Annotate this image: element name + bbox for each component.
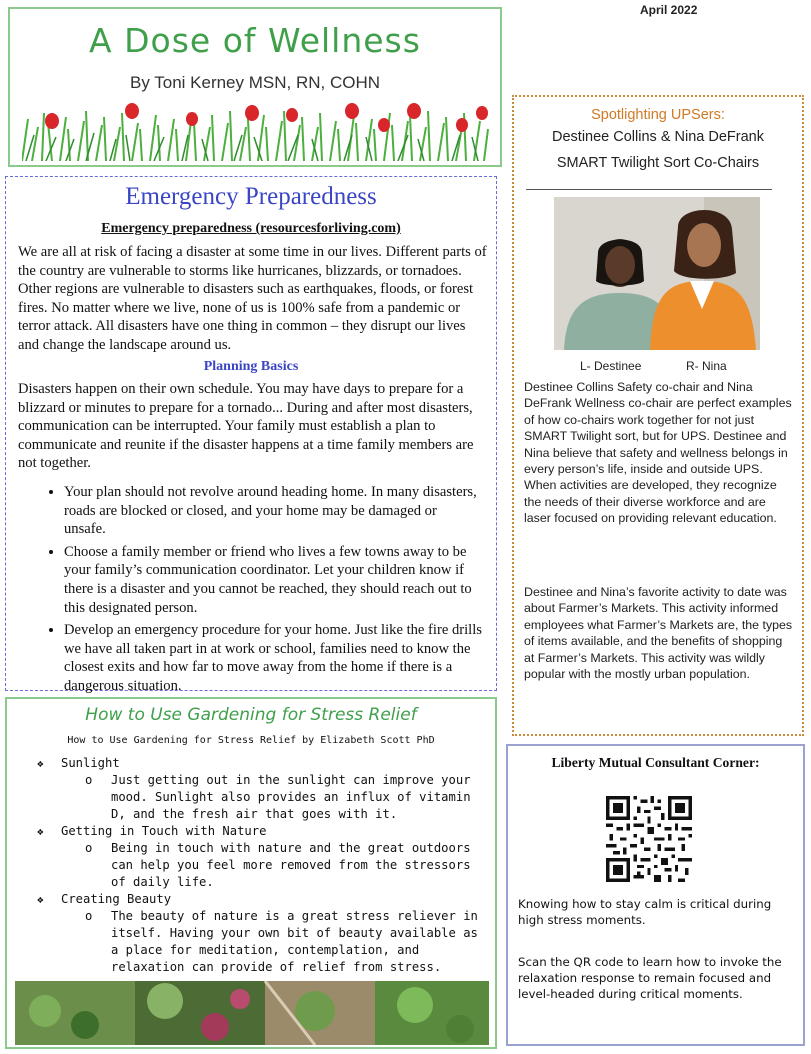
list-item xyxy=(37,823,492,840)
list-item: • Choose a family member or friend who lives a few towns away to be your family’s communication coordinator. Let your children know if there is a disaster and you cannot be reached, they should reach out to this designated person. xyxy=(64,543,482,617)
section-title: Emergency Preparedness xyxy=(125,183,377,210)
masthead-title: A Dose of Wellness xyxy=(89,21,421,60)
section-title: How to Use Gardening for Stress Relief xyxy=(85,705,417,725)
newsletter-header xyxy=(8,7,502,167)
grass-tulips-illustration xyxy=(22,99,490,161)
diamond-flower-icon: ❖ xyxy=(37,825,44,838)
divider xyxy=(526,189,772,190)
subheading: Planning Basics xyxy=(203,359,299,374)
gardening-stress-relief-section xyxy=(5,697,497,1049)
caption-right: R- Nina xyxy=(686,359,727,373)
item-label: Creating Beauty xyxy=(61,892,172,906)
liberty-paragraph-2: Scan the QR code to learn how to invoke the relaxation response to remain focused and level-headed during critical moments. xyxy=(518,955,782,1001)
circle-icon: o xyxy=(85,841,93,855)
spotlight-upsers-section xyxy=(512,95,804,736)
section-kicker: Spotlighting UPSers: xyxy=(591,107,725,123)
list-item: • Develop an emergency procedure for your home. Just like the fire drills we have all taken part in at work or school, families need to know the closest exits and how far to move away from the home if there is a dangerous situation. xyxy=(64,621,482,695)
diamond-flower-icon: ❖ xyxy=(37,757,44,770)
spotlight-paragraph-1: Destinee Collins Safety co-chair and Nina DeFrank Wellness co-chair are perfect examples of how co-chairs work together for not just SMART Twilight sort, but for UPS. Destinee and Nina believe that safety and wellness belongs in every person’s life, inside and outside UPS. When activities are developed, they recognize the needs of their diverse workforce and are laser focused on providing relevant education. xyxy=(524,380,792,526)
byline: By Toni Kerney MSN, RN, COHN xyxy=(129,73,381,92)
diamond-flower-icon: ❖ xyxy=(37,893,44,906)
list-item: • Your plan should not revolve around heading home. In many disasters, roads are blocked or closed, and your home may be damaged or unsafe. xyxy=(64,483,482,539)
qr-code[interactable] xyxy=(606,796,692,882)
liberty-paragraph-1: Knowing how to stay calm is critical during high stress moments. xyxy=(518,897,772,927)
intro-paragraph: We are all at risk of facing a disaster at some time in our lives. Different parts of the country are vulnerable to storms like hurricanes, blizzards, or tornadoes. Other regions are vulnerable to disasters such as earthquakes, floods, or forest fires. No matter where we live, none of us is 100% safe from a pandemic or terror attack. All disasters have one thing in common – they disrupt our lives and change the landscape around us. xyxy=(18,244,487,353)
honoree-names: Destinee Collins & Nina DeFrank xyxy=(552,129,764,145)
caption-left: L- Destinee xyxy=(580,359,642,373)
item-detail: Being in touch with nature and the great outdoors can help you feel more removed from the stressors of daily life. xyxy=(111,841,471,889)
issue-date: April 2022 xyxy=(640,3,698,17)
garden-photo xyxy=(15,981,489,1045)
list-subitem xyxy=(37,908,492,976)
list-subitem xyxy=(37,840,492,891)
gardening-list xyxy=(37,755,492,976)
list-subitem xyxy=(37,772,492,823)
item-label: Sunlight xyxy=(61,756,120,770)
circle-icon: o xyxy=(85,773,93,787)
list-item xyxy=(37,891,492,908)
circle-icon: o xyxy=(85,909,93,923)
planning-paragraph: Disasters happen on their own schedule. You may have days to prepare for a blizzard or minutes to prepare for a tornado... During and after most disasters, communication can be interrupted. Your family must establish a plan to communicate and reunite if the disaster happens at a time family members are not together. xyxy=(18,381,474,472)
citation: How to Use Gardening for Stress Relief by Elizabeth Scott PhD xyxy=(67,735,435,746)
planning-bullet-list xyxy=(42,483,482,700)
section-title: Liberty Mutual Consultant Corner: xyxy=(551,755,760,770)
source-link[interactable]: Emergency preparedness (resourcesforliving.com) xyxy=(101,221,401,236)
spotlight-paragraph-2: Destinee and Nina’s favorite activity to date was about Farmer’s Markets. This activity informed employees what Farmer’s Markets are, the types of items available, and the benefits of shopping at Farmer’s Markets. This activity was wildly popular with the mostly urban population. xyxy=(524,585,793,682)
list-item xyxy=(37,755,492,772)
item-detail: The beauty of nature is a great stress reliever in itself. Having your own bit of beauty available as a place for meditation, contemplation, and relaxation can provide of relief from stress. xyxy=(111,909,478,974)
honorees-photo xyxy=(554,197,760,350)
item-detail: Just getting out in the sunlight can improve your mood. Sunlight also provides an influx of vitamin D, and the fresh air that goes with it. xyxy=(111,773,471,821)
liberty-mutual-corner-section xyxy=(506,744,805,1046)
item-label: Getting in Touch with Nature xyxy=(61,824,267,838)
honoree-role: SMART Twilight Sort Co-Chairs xyxy=(556,155,760,171)
emergency-preparedness-section xyxy=(5,176,497,694)
